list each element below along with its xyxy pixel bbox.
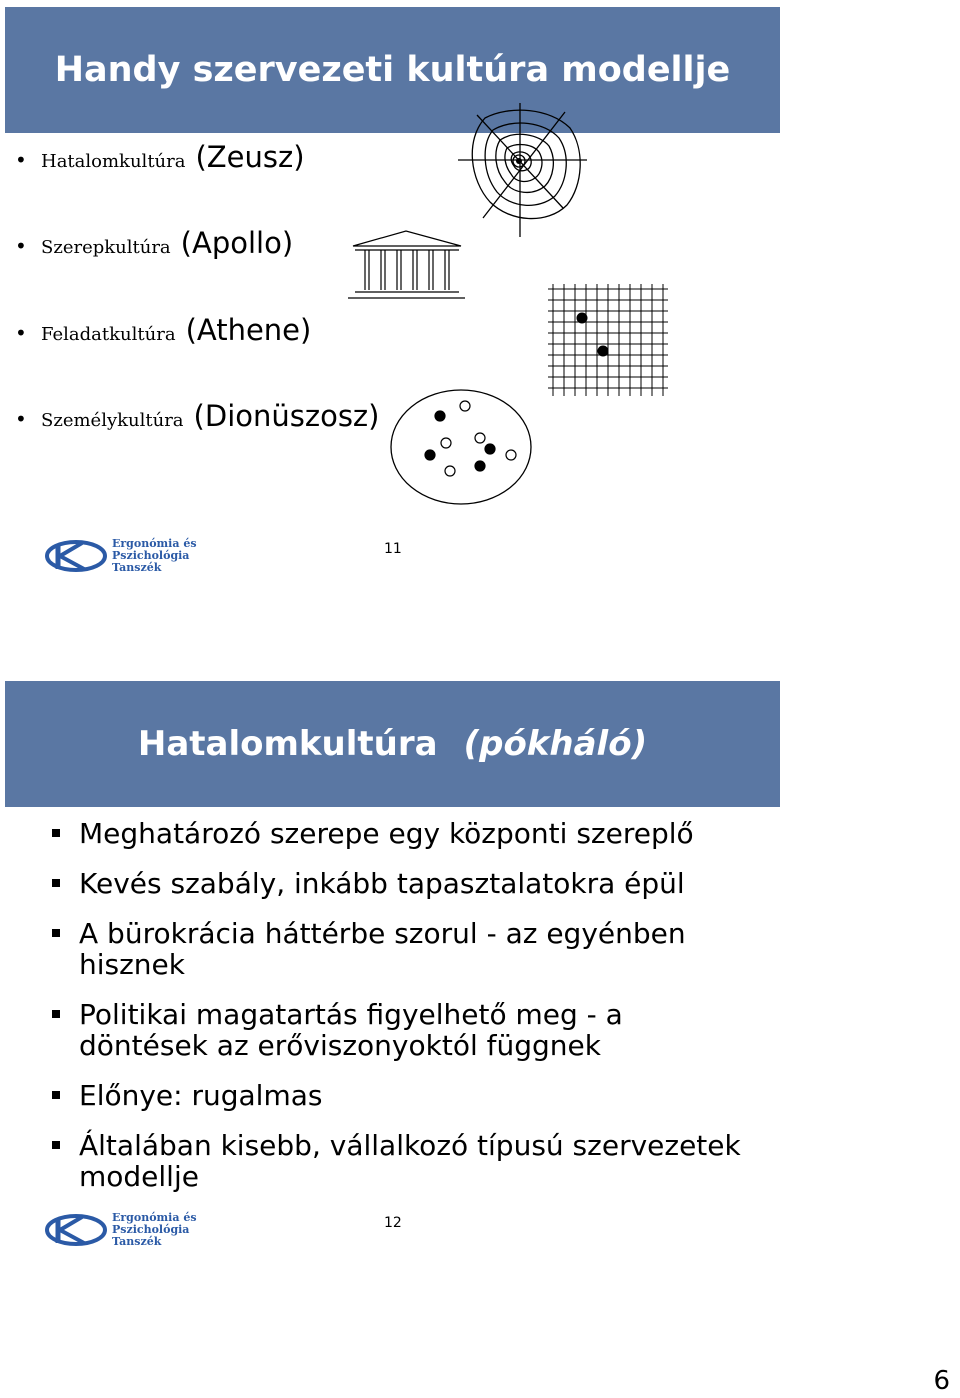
list-item: A bürokrácia háttérbe szorul - az egyénben hisznek — [52, 918, 752, 980]
culture-god: (Apollo) — [180, 226, 294, 260]
slide2-bullet-list — [52, 818, 752, 1211]
slide2-subtitle: (pókháló) — [463, 724, 648, 764]
culture-name: Hatalomkultúra — [41, 151, 186, 172]
culture-god: (Zeusz) — [195, 140, 305, 174]
temple-icon — [345, 228, 467, 302]
list-item: Általában kisebb, vállalkozó típusú szervezetek modellje — [52, 1130, 752, 1192]
grid-net-icon — [548, 284, 668, 398]
slide2-page-number: 12 — [384, 1215, 402, 1231]
bullet: • — [15, 321, 27, 345]
bullet: • — [15, 234, 27, 258]
slide2-title: Hatalomkultúra — [137, 724, 438, 764]
logo-line-1: Ergonómia és — [112, 537, 197, 550]
list-item-hatalomkultura — [15, 140, 305, 174]
logo-line-3: Tanszék — [112, 1235, 162, 1248]
logo-line-3: Tanszék — [112, 561, 162, 574]
culture-name: Személykultúra — [41, 410, 184, 431]
dot-cluster-icon — [388, 387, 534, 509]
culture-name: Szerepkultúra — [41, 237, 171, 258]
logo-line-2: Pszichológia — [112, 1223, 190, 1236]
logo-icon — [44, 1212, 110, 1250]
culture-name: Feladatkultúra — [41, 324, 176, 345]
list-item: Előnye: rugalmas — [52, 1080, 752, 1111]
culture-god: (Dionüszosz) — [193, 399, 380, 433]
list-item: Politikai magatartás figyelhető meg - a döntések az erőviszonyoktól függnek — [52, 999, 752, 1061]
slide1-title-banner — [5, 7, 780, 133]
spider-web-icon — [455, 100, 590, 240]
slide2-title-banner — [5, 681, 780, 807]
slide1-title: Handy szervezeti kultúra modellje — [54, 50, 731, 90]
bullet: • — [15, 407, 27, 431]
logo-line-2: Pszichológia — [112, 549, 190, 562]
list-item: Kevés szabály, inkább tapasztalatokra épül — [52, 868, 752, 899]
slide1-page-number: 11 — [384, 541, 402, 557]
sheet-page-number: 6 — [933, 1366, 950, 1396]
culture-god: (Athene) — [185, 313, 312, 347]
list-item-szerepkultura — [15, 226, 293, 260]
list-item: Meghatározó szerepe egy központi szereplő — [52, 818, 752, 849]
logo-line-1: Ergonómia és — [112, 1211, 197, 1224]
list-item-feladatkultura — [15, 313, 311, 347]
bullet: • — [15, 148, 27, 172]
list-item-szemelykultura — [15, 399, 379, 433]
logo-icon — [44, 538, 110, 576]
